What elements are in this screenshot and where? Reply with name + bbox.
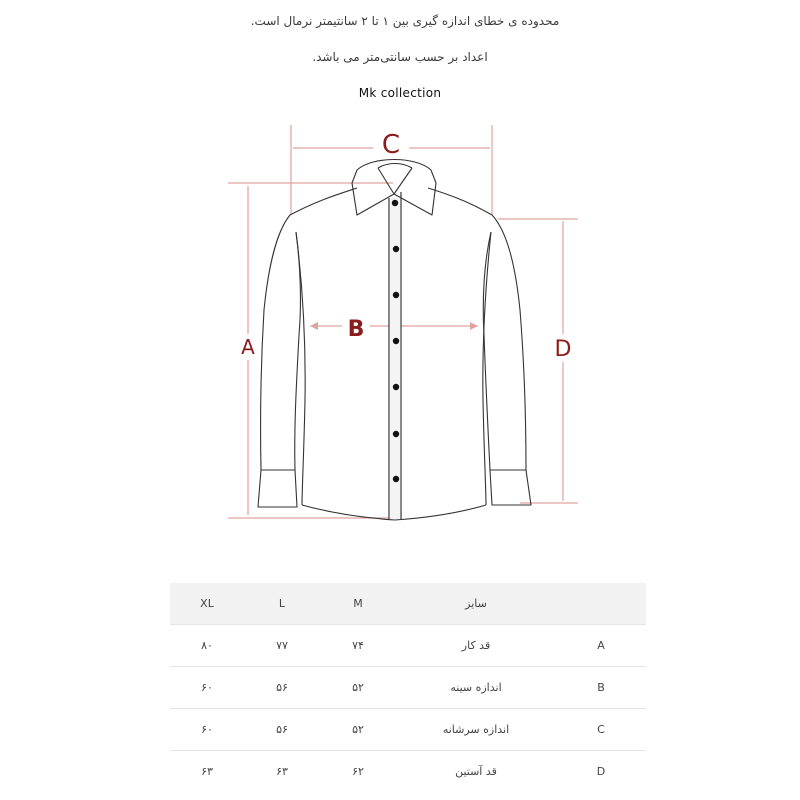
header-key: [556, 583, 646, 625]
button-icon: [393, 292, 399, 298]
button-icon: [393, 431, 399, 437]
cell-m: ۷۴: [352, 639, 364, 652]
label-c: C: [381, 130, 401, 160]
cell-l: ۵۶: [276, 723, 288, 736]
cell-measure: اندازه سرشانه: [442, 723, 510, 736]
header-size: سایز: [465, 597, 487, 610]
cell-l: ۵۶: [276, 681, 288, 694]
cell-measure: اندازه سینه: [450, 681, 502, 694]
units-note: اعداد بر حسب سانتی‌متر می باشد.: [312, 50, 488, 64]
table-row: [170, 667, 646, 709]
button-icon: [393, 338, 399, 344]
size-table-header: [170, 583, 646, 625]
cell-m: ۵۲: [352, 681, 364, 694]
button-icon: [393, 246, 399, 252]
cell-measure: قد آستین: [455, 765, 497, 778]
cell-key: A: [597, 639, 605, 652]
table-row: [170, 751, 646, 793]
label-d: D: [554, 337, 572, 362]
cell-m: ۵۲: [352, 723, 364, 736]
header-xl: XL: [200, 597, 214, 610]
button-icon: [393, 384, 399, 390]
cell-key: D: [596, 765, 606, 778]
cell-l: ۷۷: [276, 639, 288, 652]
table-row: [170, 625, 646, 667]
brand-name: Mk collection: [358, 86, 442, 100]
table-row: [170, 709, 646, 751]
measurement-error-note: محدوده ی خطای اندازه گیری بین ۱ تا ۲ سانتیمتر نرمال است.: [250, 14, 560, 28]
cell-measure: قد کار: [461, 639, 491, 652]
button-icon: [393, 476, 399, 482]
button-icon: [392, 200, 398, 206]
cell-key: B: [597, 681, 605, 694]
label-a: A: [241, 335, 255, 359]
cell-l: ۶۳: [276, 765, 288, 778]
header-l: L: [278, 597, 286, 610]
size-table: [170, 583, 646, 792]
cell-xl: ۶۳: [201, 765, 213, 778]
cell-xl: ۶۰: [201, 681, 213, 694]
cell-xl: ۸۰: [201, 639, 213, 652]
label-b: B: [347, 317, 365, 342]
header-m: M: [353, 597, 363, 610]
cell-xl: ۶۰: [201, 723, 213, 736]
cell-m: ۶۲: [352, 765, 364, 778]
cell-key: C: [597, 723, 605, 736]
